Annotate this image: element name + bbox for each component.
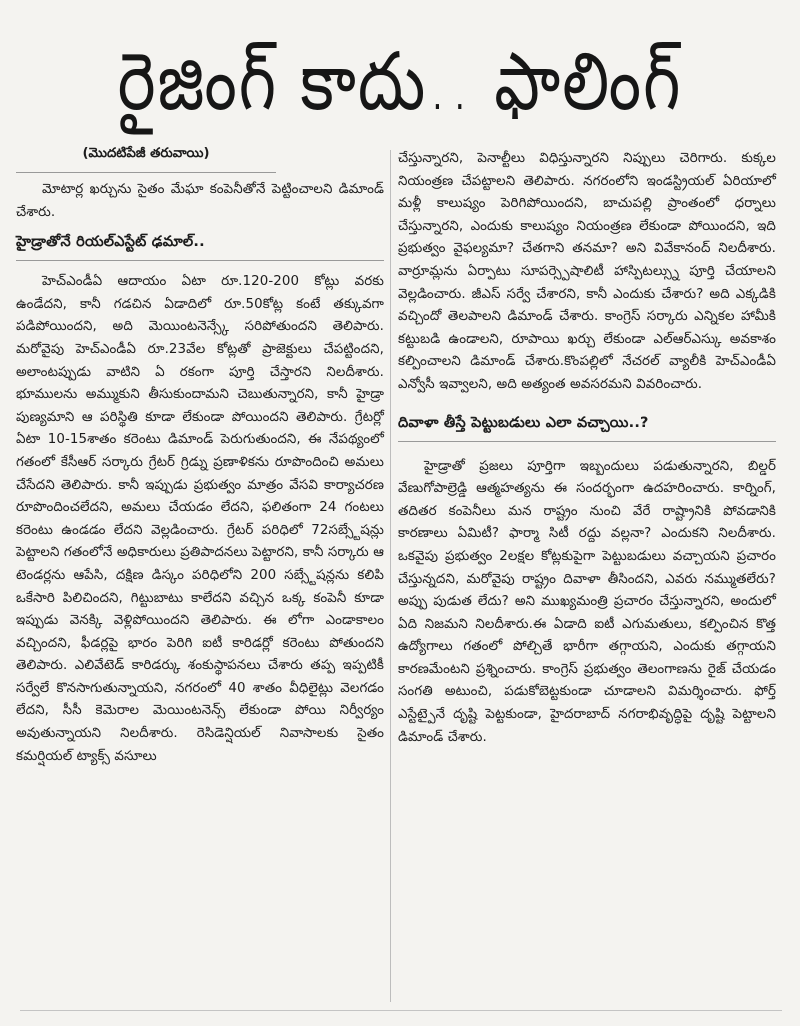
left-column <box>16 146 384 768</box>
right-column <box>398 148 776 749</box>
intro-paragraph: మోటార్ల ఖర్చును సైతం మేఘా కంపెనీతోనే పెట్టించాలని డిమాండ్ చేశారు. <box>16 182 384 220</box>
body-paragraph-right-2: హైడ్రాతో ప్రజలు పూర్తిగా ఇబ్బందులు పడుతున్నారని, బిల్డర్ వేణుగోపాల్రెడ్డి ఆత్మహత్యను ఈ సందర్భంగా ఉదహరించారు. కార్నింగ్, తదితర కంపెనీలు మన రాష్ట్రం నుంచి వేరే రాష్ట్రానికి పోవడానికి కారణాలు ఏమిటీ? ఫార్మా సిటీ రద్దు వల్లనా? ఎందుకని నిలదీశారు. ఒకవైపు ప్రభుత్వం 2లక్షల కోట్లకుపైగా పెట్టుబడులు వచ్చాయని ప్రచారం చేస్తున్నదని, మరోవైపు రాష్ట్రం దివాళా తీసిందని, ఎవరు నమ్ముతలేరు? అప్పు పుడుత లేదు? అని ముఖ్యమంత్రి ప్రచారం చేస్తున్నారని, అందులో ఏది నిజమని నిలదీశారు.ఈ ఏడాది ఐటీ ఎగుమతులు, కల్పించిన కొత్త ఉద్యోగాలు గతంలో పోల్చితే భారీగా తగ్గాయని, ఎందుకు తగ్గాయని కారణమేంటని ప్రశ్నించారు. కాంగ్రెస్ ప్రభుత్వం తెలంగాణను రైజ్ చేయడం సంగతి అటుంచి, పడుకోబెట్టకుండా చూడాలని విమర్శించారు. ఫోర్త్ ఎస్టేట్పైనే దృష్టి పెట్టకుండా, హైదరాబాద్ నగరాభివృద్ధిపై దృష్టి పెట్టాలని డిమాండ్ చేశారు. <box>398 458 776 745</box>
subheading-investments: దివాళా తీస్తే పెట్టుబడులు ఎలా వచ్చాయి..? <box>398 415 776 442</box>
bottom-rule <box>20 1010 782 1011</box>
column-divider <box>390 150 391 1002</box>
subheading-real-estate: హైడ్రాతోనే రియల్ఎస్టేట్ ఢమాల్.. <box>16 234 384 261</box>
body-paragraph-left: హెచ్ఎండీఏ ఆదాయం ఏటా రూ.120-200 కోట్లు వరకు ఉండేదని, కానీ గడచిన ఏడాదిలో రూ.50కోట్ల కంటే తక్కువగా పడిపోయిందని, అది మెయింటనెన్స్కే సరిపోతుందని తెలిపారు. మరోవైపు హెచ్ఎండీఏ రూ.23వేల కోట్లతో ప్రాజెక్టులు చేపట్టిందని, అలాంటప్పుడు వాటిని ఏ రకంగా పూర్తి చేస్తారని నిలదీశారు. భూములను అమ్ముకుని తీసుకుందామని చెబుతున్నారని, కానీ హైడ్రా పుణ్యమాని ఆ పరిస్థితి కూడా లేకుండా పోయిందని తెలిపారు. గ్రేటర్లో ఏటా 10-15శాతం కరెంటు డిమాండ్ పెరుగుతుందని, ఈ నేపథ్యంలో గతంలో కేసీఆర్ సర్కారు గ్రేటర్ గ్రిడ్ను ప్రణాళికను రూపొందించి అమలు చేసేదని తెలిపారు. కానీ ఇప్పుడు ప్రభుత్వం మాత్రం వేసవి కార్యాచరణ రూపొందించలేదని, అమలు చేయడం లేదని, ఫలితంగా 24 గంటలు కరెంటు ఉండడం లేదని వెల్లడించారు. గ్రేటర్ పరిధిలో 72సబ్స్టేషన్లు పెట్టాలని గతంలోనే అధికారులు ప్రతిపాదనలు పెట్టారని, కానీ సర్కారు ఆ టెండర్లను ఆపేసి, దక్షిణ డిస్కం పరిధిలోని 200 సబ్స్టేషన్లను కలిపి ఒకేసారి పిలిచిందని, గిట్టుబాటు కాలేదని వచ్చిన ఒక్క కంపెనీ కూడా ఇప్పుడు వెనక్కి వెళ్లిపోయిందని తెలిపారు. ఈ లోగా ఎండాకాలం వచ్చిందని, ఫీడర్లపై భారం పెరిగి ఐటీ కారిడర్లో కరెంటు పోతుందని తెలిపారు. ఎలివేటెడ్ కారిడర్కు శంకుస్థాపనలు చేశారు తప్ప ఇప్పటికీ సర్వేలే కొనసాగుతున్నాయని, నగరంలో 40 శాతం వీధిలైట్లు వెలగడం లేదని, సీసీ కెమెరాల మెయింటనెన్స్ లేకుండా పోయి నిర్వీర్యం అవుతున్నాయని నిలదీశారు. రెసిడెన్షియల్ నివాసాలకు సైతం కమర్షియల్ ట్యాక్స్ వసూలు <box>16 274 384 764</box>
continued-label: (మొదటిపేజీ తరువాయి) <box>16 146 276 173</box>
body-paragraph-right-1: చేస్తున్నారని, పెనాల్టీలు విధిస్తున్నారని నిప్పులు చెరిగారు. కుక్కల నియంత్రణ చేపట్టాలని తెలిపారు. నగరంలోని ఇండస్ట్రియల్ ఏరియాలో మళ్లీ కాలుష్యం పెరిగిపోయిందని, బాచుపల్లి ప్రాంతంలో ధర్నాలు చేస్తున్నారని, ఎందుకు కాలుష్యం నియంత్రణ లేకుండా పోయిందని, ఇది ప్రభుత్వం వైఫల్యమా? చేతగాని తనమా? అని వివేకానంద్ నిలదీశారు. వార్రూమ్లను ఏర్పాటు సూపర్స్పెషాలిటీ హాస్పిటల్స్ను పూర్తి చేయాలని వెల్లడించారు. జీఎస్ సర్వే చేశారని, కానీ ఎందుకు చేశారు? అది ఎక్కడికి వచ్చిందో తెలపాలని డిమాండ్ చేశారు. కాంగ్రెస్ సర్కారు ఎన్నికల హామీకి కట్టుబడి ఉండాలని, రూపాయి ఖర్చు లేకుండా ఎల్ఆర్ఎస్కు అవకాశం కల్పించాలని డిమాండ్ చేశారు.కొంపల్లిలో నేచరల్ వ్యాలీకి హెచ్ఎండీఏ ఎన్వోసీ ఇవ్వాలని, అది అత్యంత అవసరమని వివరించారు. <box>398 151 776 392</box>
headline: రైజింగ్ కాదు.. ఫాలింగ్ <box>117 36 683 129</box>
